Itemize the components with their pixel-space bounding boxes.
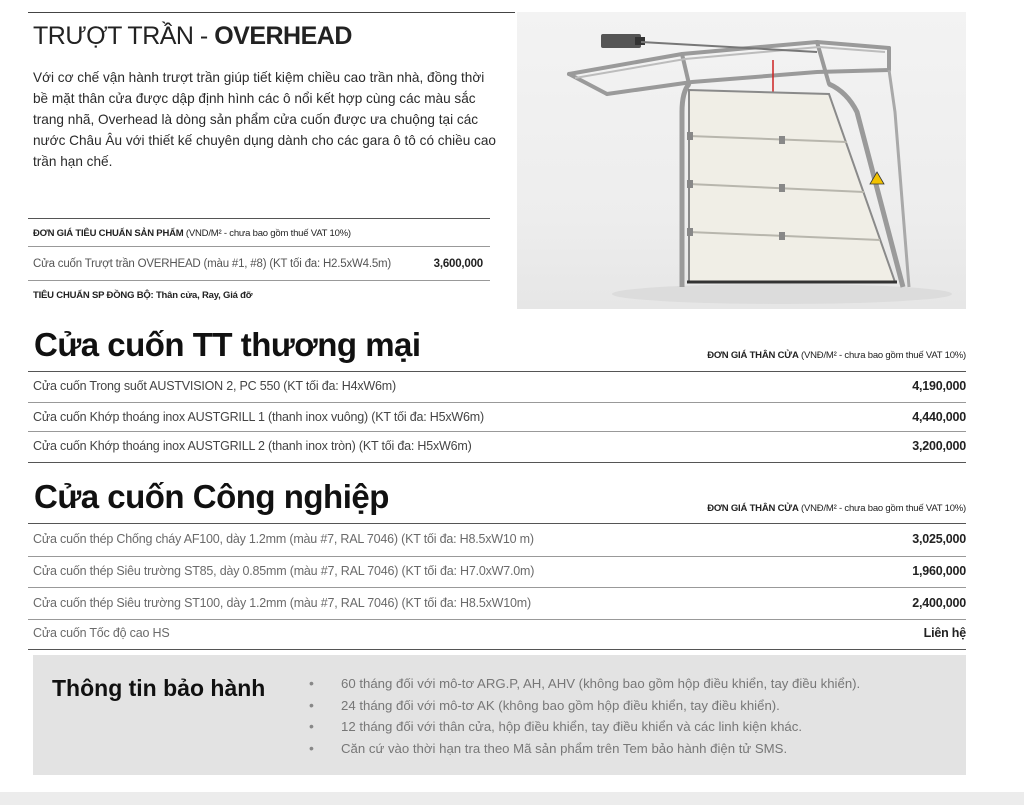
page-footer-band xyxy=(0,792,1024,805)
row-price: 3,600,000 xyxy=(433,258,483,270)
table-row xyxy=(33,433,966,459)
price-header-bold: ĐƠN GIÁ TIÊU CHUẨN SẢN PHẨM xyxy=(33,228,184,239)
divider xyxy=(28,523,966,524)
row-description: Cửa cuốn Trong suốt AUSTVISION 2, PC 550 (KT tối đa: H4xW6m) xyxy=(33,379,396,393)
row-price: 2,400,000 xyxy=(912,596,966,610)
top-rule xyxy=(28,12,515,13)
price-header-note: (VNĐ/M² - chưa bao gồm thuế VAT 10%) xyxy=(798,503,966,514)
row-price: Liên hệ xyxy=(923,626,966,640)
sync-standard: TIÊU CHUẨN SP ĐỒNG BỘ: Thân cửa, Ray, Giá đỡ xyxy=(33,290,253,301)
warranty-title: Thông tin bảo hành xyxy=(52,675,266,701)
price-header-bold: ĐƠN GIÁ THÂN CỬA xyxy=(707,503,799,514)
row-description: Cửa cuốn thép Siêu trường ST85, dày 0.85mm (màu #7, RAL 7046) (KT tối đa: H7.0xW7.0m) xyxy=(33,564,535,578)
row-price: 4,440,000 xyxy=(912,410,966,424)
row-description: Cửa cuốn Trượt trần OVERHEAD (màu #1, #8) (KT tối đa: H2.5xW4.5m) xyxy=(33,258,392,270)
warranty-list xyxy=(305,673,860,759)
row-description: Cửa cuốn Tốc độ cao HS xyxy=(33,626,170,640)
table-row xyxy=(33,558,966,584)
overhead-title-bold: OVERHEAD xyxy=(214,22,352,50)
warranty-panel xyxy=(33,655,966,775)
list-item: • 24 tháng đối với mô-tơ AK (không bao gồm hộp điều khiển, tay điều khiển). xyxy=(305,695,860,717)
divider xyxy=(28,218,490,219)
list-item: • Căn cứ vào thời hạn tra theo Mã sản phẩm trên Tem bảo hành điện tử SMS. xyxy=(305,738,860,760)
table-row xyxy=(33,590,966,616)
divider xyxy=(28,431,966,432)
list-item: • 60 tháng đối với mô-tơ ARG.P, AH, AHV (không bao gồm hộp điều khiển, tay điều khiển). xyxy=(305,673,860,695)
divider xyxy=(28,402,966,403)
row-price: 3,200,000 xyxy=(912,439,966,453)
industrial-section-title: Cửa cuốn Công nghiệp xyxy=(34,478,389,515)
overhead-price-header xyxy=(33,228,351,239)
table-row xyxy=(33,404,966,430)
divider xyxy=(28,649,966,650)
commercial-section-title: Cửa cuốn TT thương mại xyxy=(34,326,421,363)
divider xyxy=(28,371,966,372)
row-description: Cửa cuốn Khớp thoáng inox AUSTGRILL 2 (thanh inox tròn) (KT tối đa: H5xW6m) xyxy=(33,439,472,453)
overhead-description: Với cơ chế vận hành trượt trần giúp tiết kiệm chiều cao trần nhà, đồng thời bề mặt thân cửa được dập định hình các ô nổi kết hợp cùng các màu sắc trang nhã, Overhead là dòng sản phẩm cửa cuốn được ưa chuộng tại các nước Châu Âu với thiết kế chuyên dụng dành cho các gara ô tô có chiều cao trần hạn chế. xyxy=(33,70,496,169)
row-price: 4,190,000 xyxy=(912,379,966,393)
divider xyxy=(28,246,490,247)
divider xyxy=(28,462,966,463)
divider xyxy=(28,556,966,557)
overhead-door-photo xyxy=(517,12,966,309)
row-price: 1,960,000 xyxy=(912,564,966,578)
price-header-note: (VND/M² - chưa bao gồm thuế VAT 10%) xyxy=(183,228,351,239)
row-description: Cửa cuốn thép Siêu trường ST100, dày 1.2mm (màu #7, RAL 7046) (KT tối đa: H8.5xW10m) xyxy=(33,596,531,610)
row-description: Cửa cuốn thép Chống cháy AF100, dày 1.2mm (màu #7, RAL 7046) (KT tối đa: H8.5xW10 m) xyxy=(33,532,534,546)
list-item: • 12 tháng đối với thân cửa, hộp điều khiển, tay điều khiển và các linh kiện khác. xyxy=(305,716,860,738)
overhead-door-illustration xyxy=(517,12,966,309)
commercial-price-header xyxy=(707,350,966,361)
table-row xyxy=(33,620,966,646)
row-description: Cửa cuốn Khớp thoáng inox AUSTGRILL 1 (thanh inox vuông) (KT tối đa: H5xW6m) xyxy=(33,410,484,424)
divider xyxy=(28,280,490,281)
industrial-price-header xyxy=(707,503,966,514)
overhead-title xyxy=(33,22,352,51)
price-header-note: (VNĐ/M² - chưa bao gồm thuế VAT 10%) xyxy=(798,350,966,361)
overhead-title-light: TRƯỢT TRẦN - xyxy=(33,22,215,50)
price-header-bold: ĐƠN GIÁ THÂN CỬA xyxy=(707,350,799,361)
table-row xyxy=(33,373,966,399)
row-price: 3,025,000 xyxy=(912,532,966,546)
divider xyxy=(28,587,966,588)
table-row xyxy=(33,526,966,552)
